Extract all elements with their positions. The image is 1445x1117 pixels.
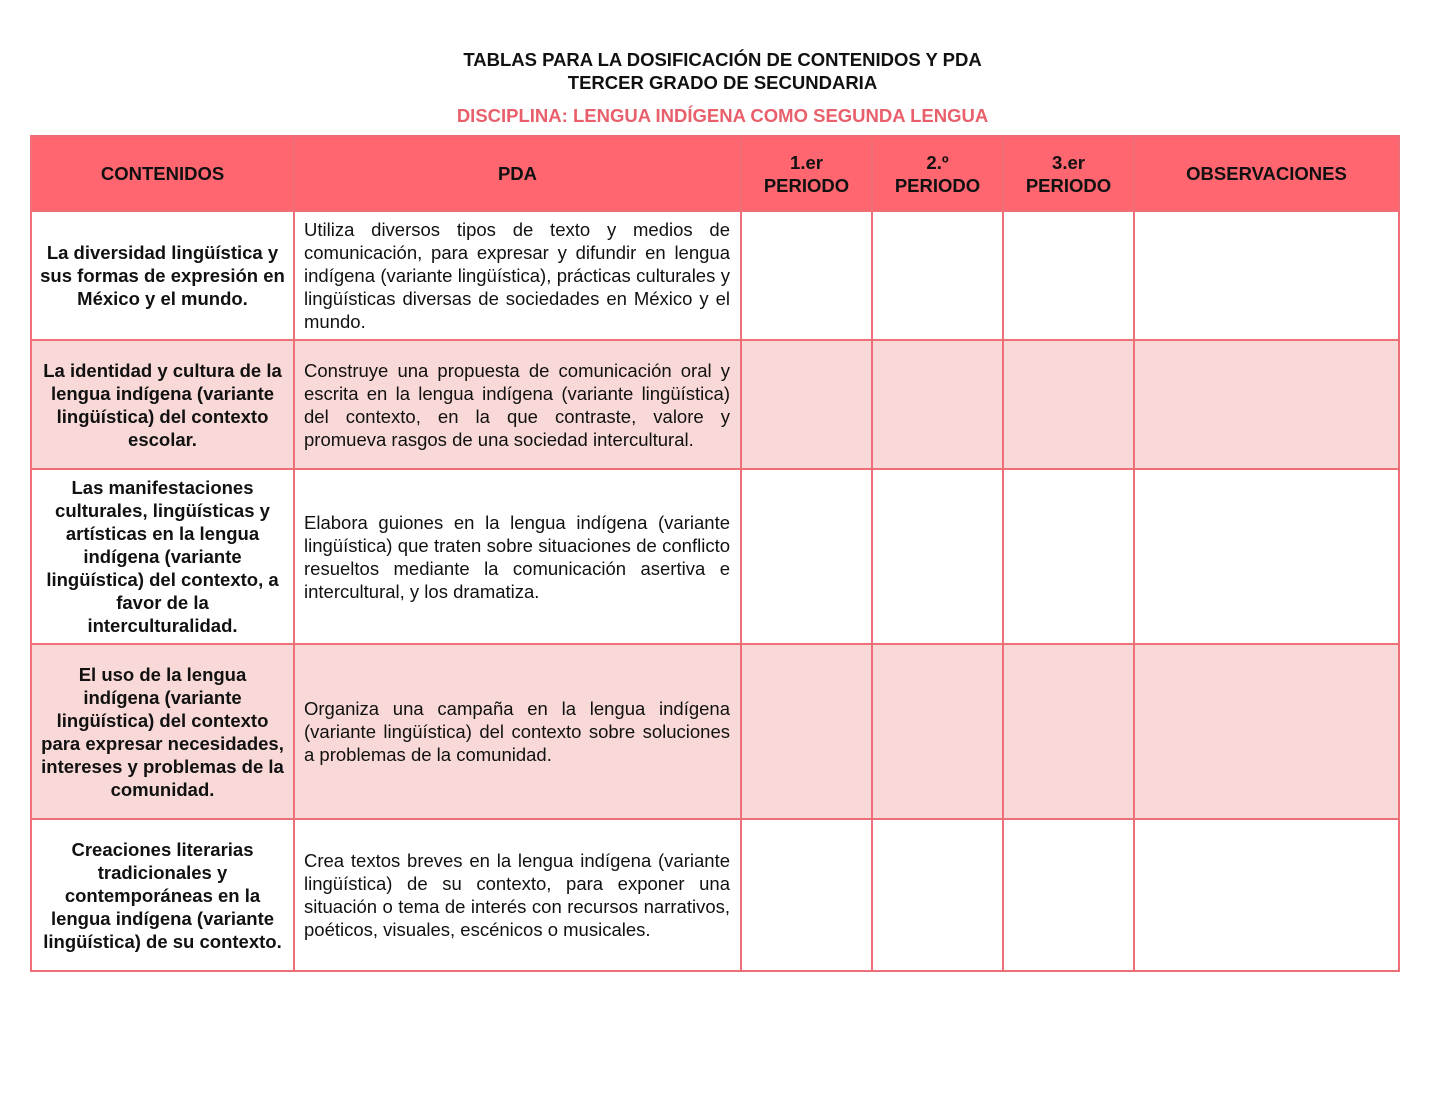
observaciones-cell <box>1134 819 1399 971</box>
document-subtitle: TERCER GRADO DE SECUNDARIA <box>567 72 878 93</box>
column-header-period-2 <box>872 136 1003 211</box>
period-2-cell <box>872 211 1003 340</box>
period-3-number: 3.er <box>1052 151 1085 173</box>
period-1-cell <box>741 211 872 340</box>
period-3-cell <box>1003 819 1134 971</box>
period-1-cell <box>741 469 872 644</box>
period-1-cell <box>741 644 872 819</box>
period-1-cell <box>741 340 872 469</box>
column-header-period-1 <box>741 136 872 211</box>
table-row <box>31 644 1399 819</box>
table-row <box>31 340 1399 469</box>
header-row <box>31 136 1399 211</box>
document-header <box>0 48 1445 127</box>
period-1-number: 1.er <box>790 151 823 173</box>
contenido-cell: Creaciones literarias tradicionales y contemporáneas en la lengua indígena (variante lingüística) de su contexto. <box>31 819 294 971</box>
discipline-label: DISCIPLINA: LENGUA INDÍGENA COMO SEGUNDA LENGUA <box>456 105 989 126</box>
period-3-cell <box>1003 644 1134 819</box>
contenido-cell: La identidad y cultura de la lengua indígena (variante lingüística) del contexto escolar. <box>31 340 294 469</box>
column-header-period-3 <box>1003 136 1134 211</box>
column-header-observaciones: OBSERVACIONES <box>1134 136 1399 211</box>
table-row <box>31 211 1399 340</box>
period-3-label: PERIODO <box>1025 174 1112 196</box>
period-3-cell <box>1003 340 1134 469</box>
pda-cell: Elabora guiones en la lengua indígena (variante lingüística) que traten sobre situaciones de conflicto resueltos mediante la comunicación asertiva e intercultural, y los dramatiza. <box>294 469 741 644</box>
contenido-cell: La diversidad lingüística y sus formas de expresión en México y el mundo. <box>31 211 294 340</box>
pda-cell: Utiliza diversos tipos de texto y medios de comunicación, para expresar y difundir en lengua indígena (variante lingüística), prácticas culturales y lingüísticas diversas de sociedades en México y el mundo. <box>294 211 741 340</box>
pda-cell: Organiza una campaña en la lengua indígena (variante lingüística) del contexto sobre soluciones a problemas de la comunidad. <box>294 644 741 819</box>
observaciones-cell <box>1134 469 1399 644</box>
period-2-cell <box>872 819 1003 971</box>
period-1-label: PERIODO <box>763 174 850 196</box>
dosification-table <box>30 135 1400 972</box>
contenido-cell: El uso de la lengua indígena (variante lingüística) del contexto para expresar necesidades, intereses y problemas de la comunidad. <box>31 644 294 819</box>
table-row <box>31 819 1399 971</box>
observaciones-cell <box>1134 644 1399 819</box>
column-header-pda: PDA <box>294 136 741 211</box>
table-header <box>31 136 1399 211</box>
period-3-cell <box>1003 211 1134 340</box>
table-row <box>31 469 1399 644</box>
period-3-cell <box>1003 469 1134 644</box>
period-2-number: 2.º <box>926 151 949 173</box>
table-body <box>31 211 1399 971</box>
column-header-contenidos: CONTENIDOS <box>31 136 294 211</box>
pda-cell: Crea textos breves en la lengua indígena (variante lingüística) de su contexto, para exponer una situación o tema de interés con recursos narrativos, poéticos, visuales, escénicos o musicales. <box>294 819 741 971</box>
period-2-label: PERIODO <box>894 174 981 196</box>
document-title: TABLAS PARA LA DOSIFICACIÓN DE CONTENIDOS Y PDA <box>463 49 982 70</box>
pda-cell: Construye una propuesta de comunicación oral y escrita en la lengua indígena (variante lingüística) del contexto, en la que contraste, valore y promueva rasgos de una sociedad intercultural. <box>294 340 741 469</box>
observaciones-cell <box>1134 211 1399 340</box>
period-2-cell <box>872 340 1003 469</box>
period-2-cell <box>872 469 1003 644</box>
period-1-cell <box>741 819 872 971</box>
contenido-cell: Las manifestaciones culturales, lingüísticas y artísticas en la lengua indígena (variante lingüística) del contexto, a favor de la interculturalidad. <box>31 469 294 644</box>
period-2-cell <box>872 644 1003 819</box>
observaciones-cell <box>1134 340 1399 469</box>
